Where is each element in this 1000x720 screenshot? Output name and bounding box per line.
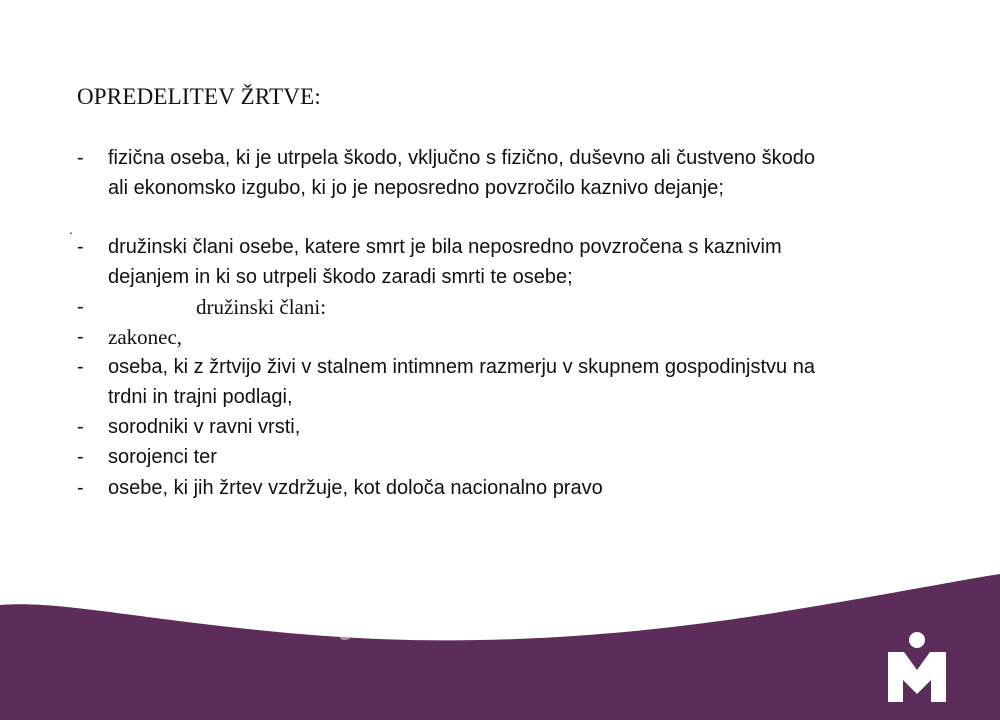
- list-bullet: -: [77, 326, 84, 348]
- list-item-text: ali ekonomsko izgubo, ki jo je neposredno povzročilo kaznivo dejanje;: [108, 177, 724, 199]
- organization-logo-icon: [888, 630, 946, 702]
- list-item-text: trdni in trajni podlagi,: [108, 386, 293, 408]
- list-item-text: zakonec,: [108, 325, 183, 349]
- list-bullet: -: [77, 446, 84, 468]
- stray-mark: .: [69, 221, 73, 237]
- slide-title: OPREDELITEV ŽRTVE:: [77, 84, 321, 109]
- list-item-text: družinski člani osebe, katere smrt je bila neposredno povzročena s kaznivim: [108, 236, 782, 258]
- list-item-text: sorojenci ter: [108, 446, 217, 468]
- footer-wave: [0, 560, 1000, 720]
- list-bullet: -: [77, 147, 84, 169]
- list-bullet: -: [77, 416, 84, 438]
- list-item-text: sorodniki v ravni vrsti,: [108, 416, 301, 438]
- list-item-text: osebe, ki jih žrtev vzdržuje, kot določa nacionalno pravo: [108, 477, 603, 499]
- list-bullet: -: [77, 296, 84, 318]
- list-item-text: fizična oseba, ki je utrpela škodo, vključno s fizično, duševno ali čustveno škodo: [108, 147, 816, 169]
- list-item-text: družinski člani:: [196, 295, 327, 319]
- list-bullet: -: [77, 356, 84, 378]
- list-bullet: -: [77, 236, 84, 258]
- list-bullet: -: [77, 477, 84, 499]
- list-item-text: dejanjem in ki so utrpeli škodo zaradi smrti te osebe;: [108, 266, 573, 288]
- list-item-text: oseba, ki z žrtvijo živi v stalnem intimnem razmerju v skupnem gospodinjstvu na: [108, 356, 815, 378]
